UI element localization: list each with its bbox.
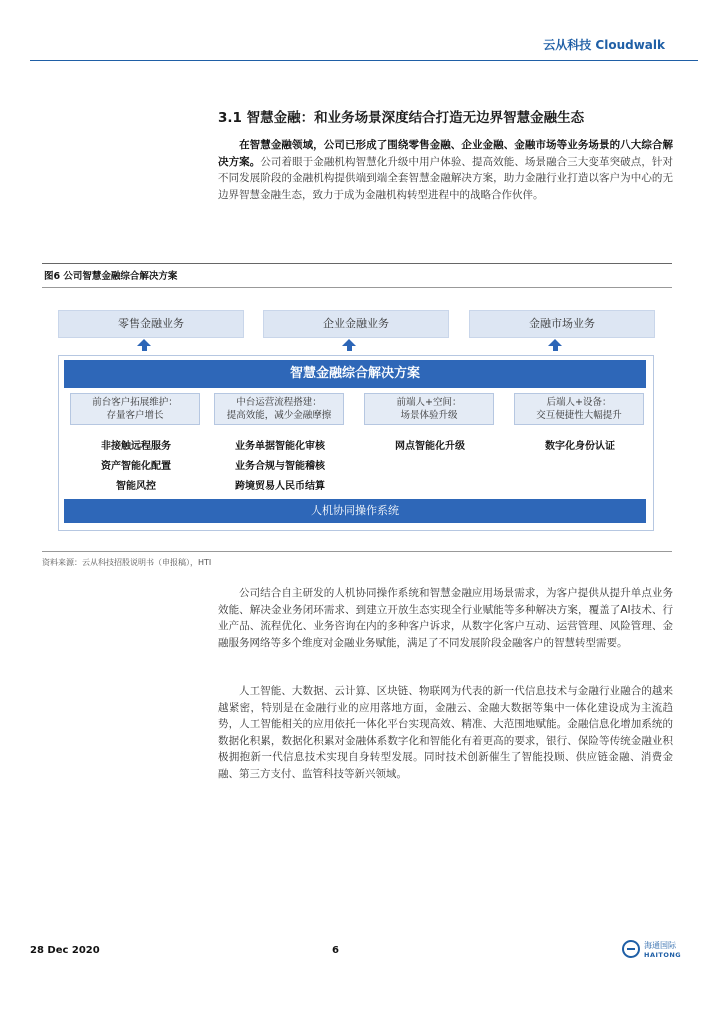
figure-caption: 图6 公司智慧金融综合解决方案 [44,271,178,282]
solution-item: 智能风控 [116,481,156,492]
solution-item: 业务合规与智能稽核 [235,461,325,472]
solution-item: 数字化身份认证 [545,441,615,452]
mid-box-line1: 后端人+设备： [546,397,612,408]
logo-cn-text: 海通国际 [644,941,676,950]
solution-item: 业务单据智能化审核 [235,441,325,452]
mid-box-back-end [514,393,644,425]
logo-mark-icon [622,940,640,958]
solution-title-bar: 智慧金融综合解决方案 [64,360,646,388]
top-box-corporate: 企业金融业务 [263,310,449,338]
mid-box-line2: 提高效能，减少金融摩擦 [226,410,332,421]
intro-paragraph [218,137,673,203]
header-brand: 云从科技 Cloudwalk [543,38,665,52]
solution-items-col3 [360,437,500,457]
mid-box-line2: 存量客户增长 [106,410,164,421]
top-box-retail: 零售金融业务 [58,310,244,338]
header-divider [30,60,698,61]
mid-box-front-end [364,393,494,425]
arrow-stem [347,345,352,351]
mid-box-line1: 中台运营流程搭建： [236,397,322,408]
solution-items-col4 [510,437,650,457]
intro-bold-text: 在智慧金融领域，公司已形成了围绕零售金融、企业金融、金融市场等业务场景的八大综合解决方案。 [218,139,673,168]
solution-item: 非接触远程服务 [101,441,171,452]
arrow-stem [553,345,558,351]
solution-item: 资产智能化配置 [101,461,171,472]
solution-items-col1 [66,437,206,497]
arrow-stem [142,345,147,351]
figure-top-rule [42,263,672,264]
mid-box-line2: 场景体验升级 [400,410,458,421]
body-paragraph-2: 公司结合自主研发的人机协同操作系统和智慧金融应用场景需求，为客户提供从提升单点业务效能、解决金业务闭环需求、到建立开放生态实现全行业赋能等多种解决方案，覆盖了AI技术、行业产品、流程优化、业务咨询在内的多种客户诉求，从数字化客户互动、运营管理、风险管理、金融服务网络等多个维度对金融业务赋能，满足了不同发展阶段金融客户的智慧转型需要。 [218,587,673,649]
mid-box-line1: 前端人+空间： [396,397,462,408]
os-bottom-bar: 人机协同操作系统 [64,499,646,523]
solution-item: 网点智能化升级 [395,441,465,452]
top-box-market: 金融市场业务 [469,310,655,338]
figure-caption-rule [42,287,672,288]
solution-item: 跨境贸易人民币结算 [235,481,325,492]
mid-box-line2: 交互便捷性大幅提升 [536,410,622,421]
body-paragraph-3: 人工智能、大数据、云计算、区块链、物联网为代表的新一代信息技术与金融行业融合的越来越紧密，特别是在金融行业的应用落地方面，金融云、金融大数据等集中一体化建设成为主流趋势，人工智能相关的应用依托一体化平台实现高效、精准、大范围地赋能。金融信息化增加系统的数据化积累，数据化积累对金融体系数字化和智能化有着更高的要求，银行、保险等传统金融业积极拥抱新一代信息技术实现自身转型发展。同时技术创新催生了智能投顾、供应链金融、消费金融、第三方支付、监管科技等新兴领域。 [218,685,673,780]
mid-box-middle-office [214,393,344,425]
haitong-logo [622,940,692,962]
intro-text: 公司着眼于金融机构智慧化升级中用户体验、提高效能、场景融合三大变革突破点，针对不同发展阶段的金融机构提供端到端全套智慧金融解决方案，助力金融行业打造以客户为中心的无边界智慧金融生态，致力于成为金融机构转型进程中的战略合作伙伴。 [218,155,674,201]
page-number: 6 [332,945,339,956]
solution-items-col2 [210,437,350,497]
footer-date: 28 Dec 2020 [30,945,100,956]
figure-bottom-rule [42,551,672,552]
figure-source: 资料来源：云从科技招股说明书（申报稿），HTI [42,558,212,567]
mid-box-line1: 前台客户拓展维护： [92,397,178,408]
section-title: 3.1 智慧金融：和业务场景深度结合打造无边界智慧金融生态 [218,110,585,126]
mid-box-front-office [70,393,200,425]
logo-en-text: HAITONG [644,951,682,959]
